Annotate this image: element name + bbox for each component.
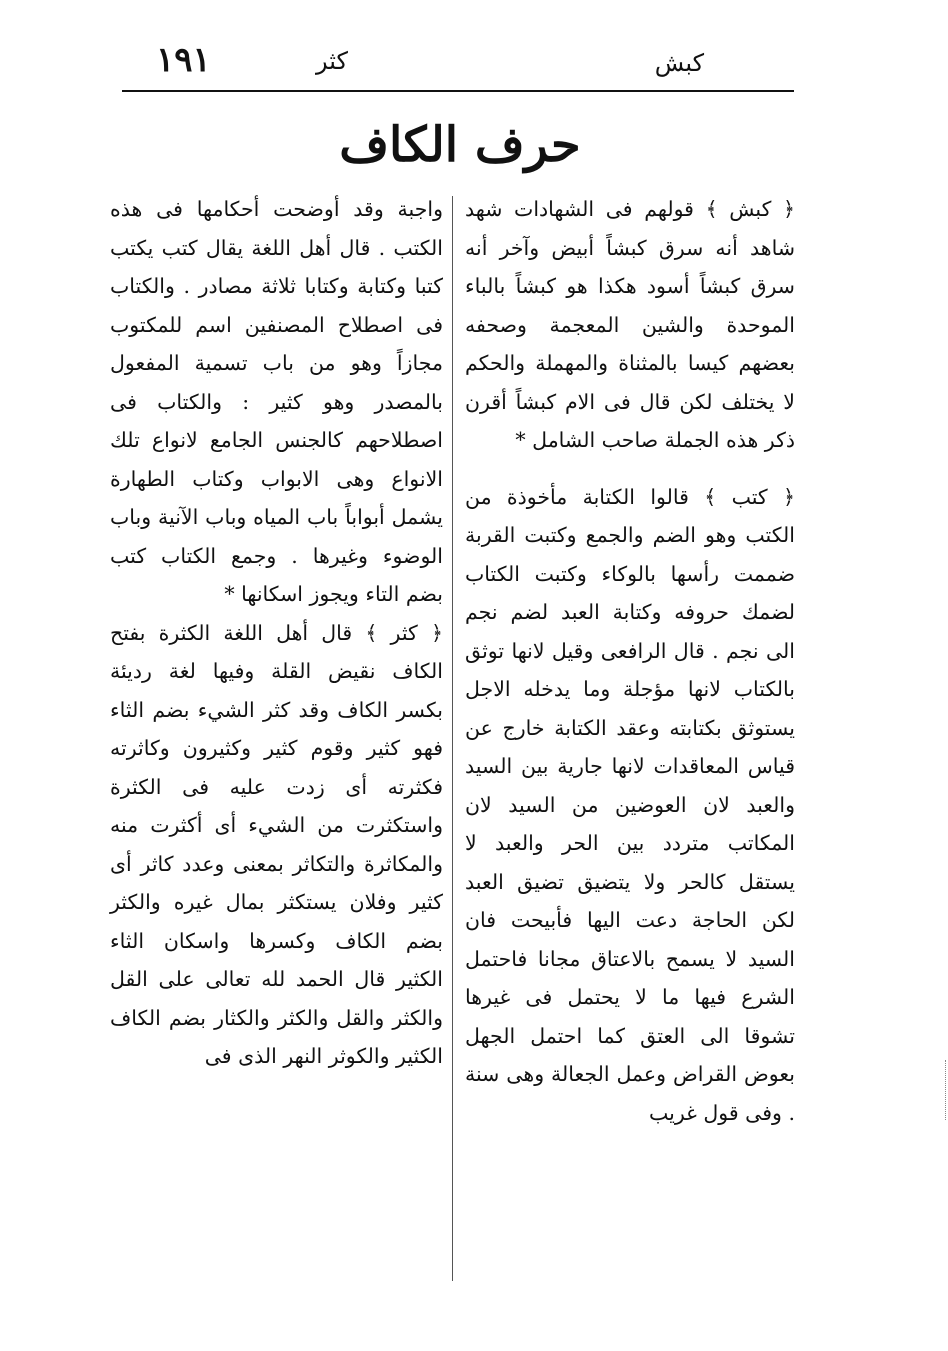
entry-kabsh: ﴿ كبش ﴾ قولهم فى الشهادات شهد شاهد أنه سرق كبشاً أبيض وآخر أنه سرق كبشاً أسود هكذا هو كبشاً بالباء الموحدة والشين المعجمة وصحفه بعضهم كيسا بالمثناة والمهملة والحكم لا يختلف لكن قال فى الام كبشاً أقرن ذكر هذه الجملة صاحب الشامل * <box>465 197 795 452</box>
right-column <box>465 190 795 1132</box>
page-number: ١٩١ <box>156 40 211 80</box>
entry-kataba-continued: واجبة وقد أوضحت أحكامها فى هذه الكتب . قال أهل اللغة يقال كتب يكتب كتبا وكتابة وكتابا ثلاثة مصادر . والكتاب فى اصطلاح المصنفين اسم للمكتوب مجازاً وهو من باب تسمية المفعول بالمصدر وهو كثير : والكتاب فى اصطلاحهم كالجنس الجامع لانواع تلك الانواع وهى الابواب وكتاب الطهارة يشمل أبواباً باب المياه وباب الآنية وباب الوضوء وغيرها . وجمع الكتاب كتب بضم التاء ويجوز اسكانها * <box>110 197 443 606</box>
entry-kathura: ﴿ كثر ﴾ قال أهل اللغة الكثرة بفتح الكاف نقيض القلة وفيها لغة رديئة بكسر الكاف وقد كثر الشيء بضم الثاء فهو كثير وقوم كثير وكثيرون وكاثرته فكثرته أى زدت عليه فى الكثرة واستكثرت من الشيء أى أكثرت منه والمكاثرة والتكاثر بمعنى وعدد كاثر أى كثير وفلان يستكثر بمال غيره والكثر بضم الكاف وكسرها واسكان الثاء الكثير قال الحمد لله تعالى على القل والكثر والقل والكثر والكثار بضم الكاف الكثير والكوثر النهر الذى فى <box>110 620 443 1068</box>
running-head-right: كبش <box>654 49 704 77</box>
page-header <box>128 42 792 82</box>
running-head-left: كثر <box>316 47 348 75</box>
chapter-title: حرف الكاف <box>339 117 581 173</box>
scan-margin-mark <box>943 1060 946 1120</box>
column-divider <box>452 196 453 1281</box>
left-column <box>110 190 443 1076</box>
entry-kataba: ﴿ كتب ﴾ قالوا الكتابة مأخوذة من الكتب وهو الضم والجمع وكتبت القربة ضممت رأسها بالوكاء وكتبت الكتاب لضمك حروفه وكتابة العبد لضم نجم الى نجم . قال الرافعى وقيل لانها توثق بالكتاب لانها مؤجلة وما يدخله الاجل يستوثق بكتابته وعقد الكتابة خارج عن قياس المعاقدات لانها جارية بين السيد والعبد لان العوضين من السيد لان المكاتب متردد بين الحر والعبد لا يستقل كالحر ولا يتضيق تضيق العبد لكن الحاجة دعت اليها فأبيحت فان السيد لا يسمح بالاعتاق مجانا فاحتمل الشرع فيها ما لا يحتمل فى غيرها تشوقا الى العتق كما احتمل الجهل بعوض القراض وعمل الجعالة وهى سنة . وفى قول غريب <box>465 484 795 1125</box>
header-rule <box>122 90 794 92</box>
